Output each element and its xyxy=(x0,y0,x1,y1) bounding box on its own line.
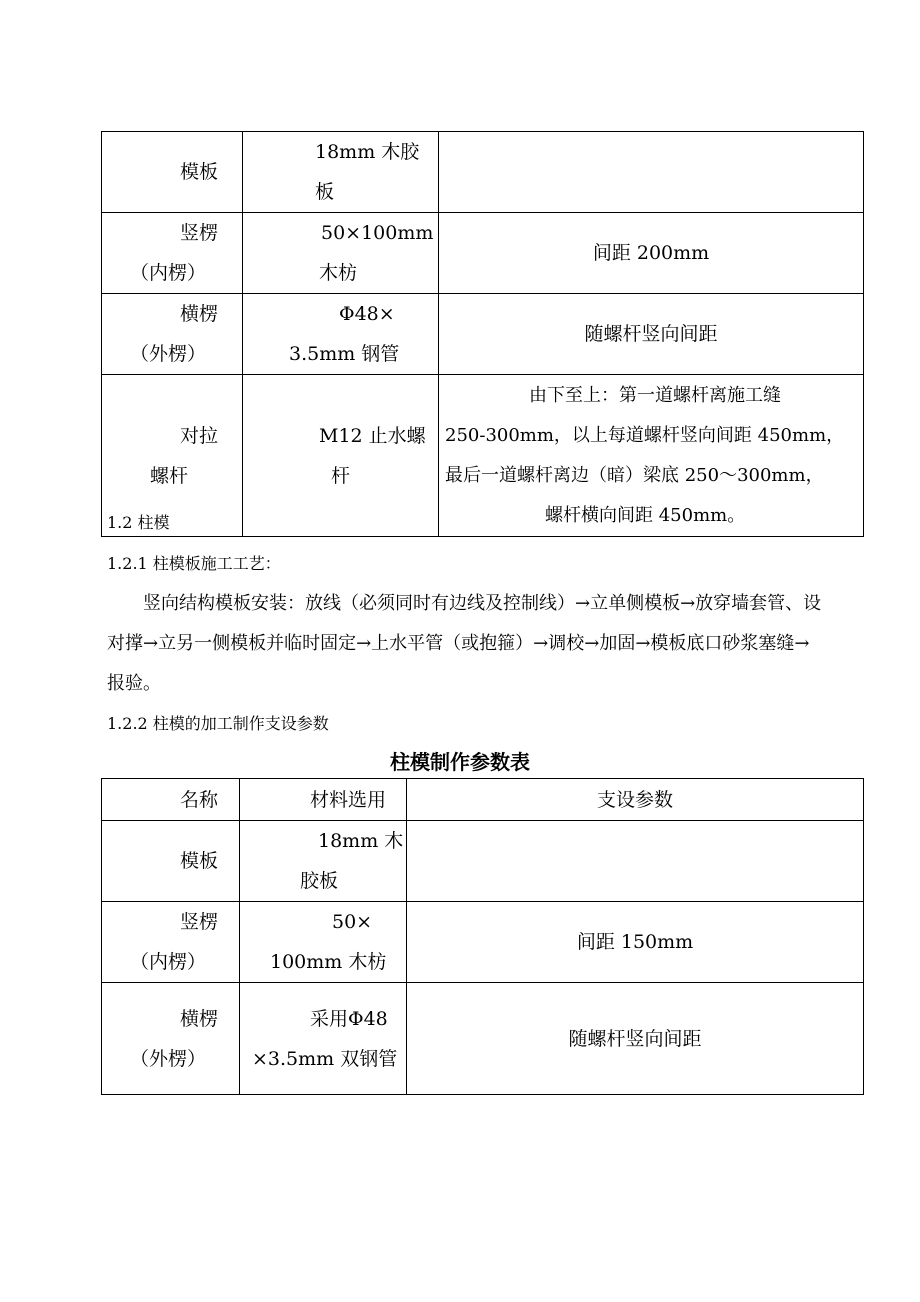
row-param-cell xyxy=(407,983,864,1095)
table-row xyxy=(102,821,864,902)
table-row xyxy=(102,294,864,375)
material-line: ×3.5mm 双钢管 xyxy=(252,1047,398,1070)
name-line: （内楞） xyxy=(130,951,207,973)
section-heading-1-2: 1.2 柱模 xyxy=(107,513,170,532)
param-line: 由下至上：第一道螺杆离施工缝 xyxy=(529,384,781,406)
table-formwork-params-continued xyxy=(101,131,864,537)
material-line: 胶板 xyxy=(300,870,339,892)
param-line: 250-300mm，以上每道螺杆竖向间距 450mm， xyxy=(445,424,845,446)
material-line: 50× xyxy=(332,911,373,933)
param-line: 间距 200mm xyxy=(592,242,710,264)
row-material-cell xyxy=(240,983,407,1095)
material-line: M12 止水螺 xyxy=(319,424,426,447)
row-param-cell xyxy=(407,821,864,902)
name-line: 模板 xyxy=(180,850,219,872)
table-row xyxy=(102,375,864,537)
header-param: 支设参数 xyxy=(407,779,864,821)
material-line: 杆 xyxy=(331,464,351,487)
table-row xyxy=(102,902,864,983)
name-line: 横楞 xyxy=(180,1007,219,1030)
param-line: 螺杆横向间距 450mm。 xyxy=(545,504,746,526)
row-name-cell xyxy=(102,132,243,213)
header-material: 材料选用 xyxy=(240,779,407,821)
material-line: Φ48× xyxy=(339,303,395,325)
row-material-cell xyxy=(243,294,439,375)
table-title: 柱模制作参数表 xyxy=(390,750,530,774)
row-name-cell xyxy=(102,902,240,983)
row-material-cell xyxy=(240,821,407,902)
material-line: 18mm 木 xyxy=(318,830,404,852)
row-name-cell xyxy=(102,983,240,1095)
table-row xyxy=(102,213,864,294)
row-name-cell xyxy=(102,213,243,294)
material-line: 3.5mm 钢管 xyxy=(289,343,400,365)
table-row xyxy=(102,132,864,213)
row-param-cell xyxy=(439,294,864,375)
row-name-cell xyxy=(102,821,240,902)
row-material-cell xyxy=(243,213,439,294)
row-param-cell xyxy=(439,375,864,537)
name-line: （外楞） xyxy=(130,343,207,365)
table-column-formwork-params xyxy=(101,778,864,1095)
name-line: 竖楞 xyxy=(180,911,219,933)
process-line-2: 对撑→立另一侧模板并临时固定→上水平管（或抱箍）→调校→加固→模板底口砂浆塞缝→ xyxy=(107,633,810,654)
section-heading-1-2-2: 1.2.2 柱模的加工制作支设参数 xyxy=(107,714,329,733)
row-material-cell xyxy=(240,902,407,983)
name-line: 模板 xyxy=(180,161,219,183)
row-param-cell xyxy=(439,132,864,213)
table-row xyxy=(102,983,864,1095)
material-line: 50×100mm xyxy=(321,222,434,244)
name-line: （外楞） xyxy=(130,1047,207,1070)
section-heading-1-2-1: 1.2.1 柱模板施工工艺： xyxy=(107,554,281,573)
param-line: 间距 150mm xyxy=(576,931,694,953)
row-param-cell xyxy=(439,213,864,294)
row-material-cell xyxy=(243,375,439,537)
param-line: 随螺杆竖向间距 xyxy=(584,323,718,345)
name-line: 竖楞 xyxy=(180,222,219,244)
param-line: 随螺杆竖向间距 xyxy=(568,1027,702,1050)
param-line: 最后一道螺杆离边（暗）梁底 250～300mm， xyxy=(445,464,824,486)
row-material-cell xyxy=(243,132,439,213)
header-name: 名称 xyxy=(102,779,240,821)
material-line: 木枋 xyxy=(319,262,358,284)
table-header-row xyxy=(102,779,864,821)
name-line: 螺杆 xyxy=(150,464,189,487)
row-name-cell xyxy=(102,294,243,375)
process-line-1: 竖向结构模板安装：放线（必须同时有边线及控制线）→立单侧模板→放穿墙套管、设 xyxy=(143,593,822,614)
name-line: 横楞 xyxy=(180,303,219,325)
material-line: 采用Φ48 xyxy=(310,1007,388,1030)
material-line: 100mm 木枋 xyxy=(270,951,387,973)
name-line: 对拉 xyxy=(180,424,219,447)
process-line-3: 报验。 xyxy=(107,673,161,694)
material-line: 18mm 木胶板 xyxy=(315,141,420,203)
name-line: （内楞） xyxy=(130,262,207,284)
row-param-cell xyxy=(407,902,864,983)
